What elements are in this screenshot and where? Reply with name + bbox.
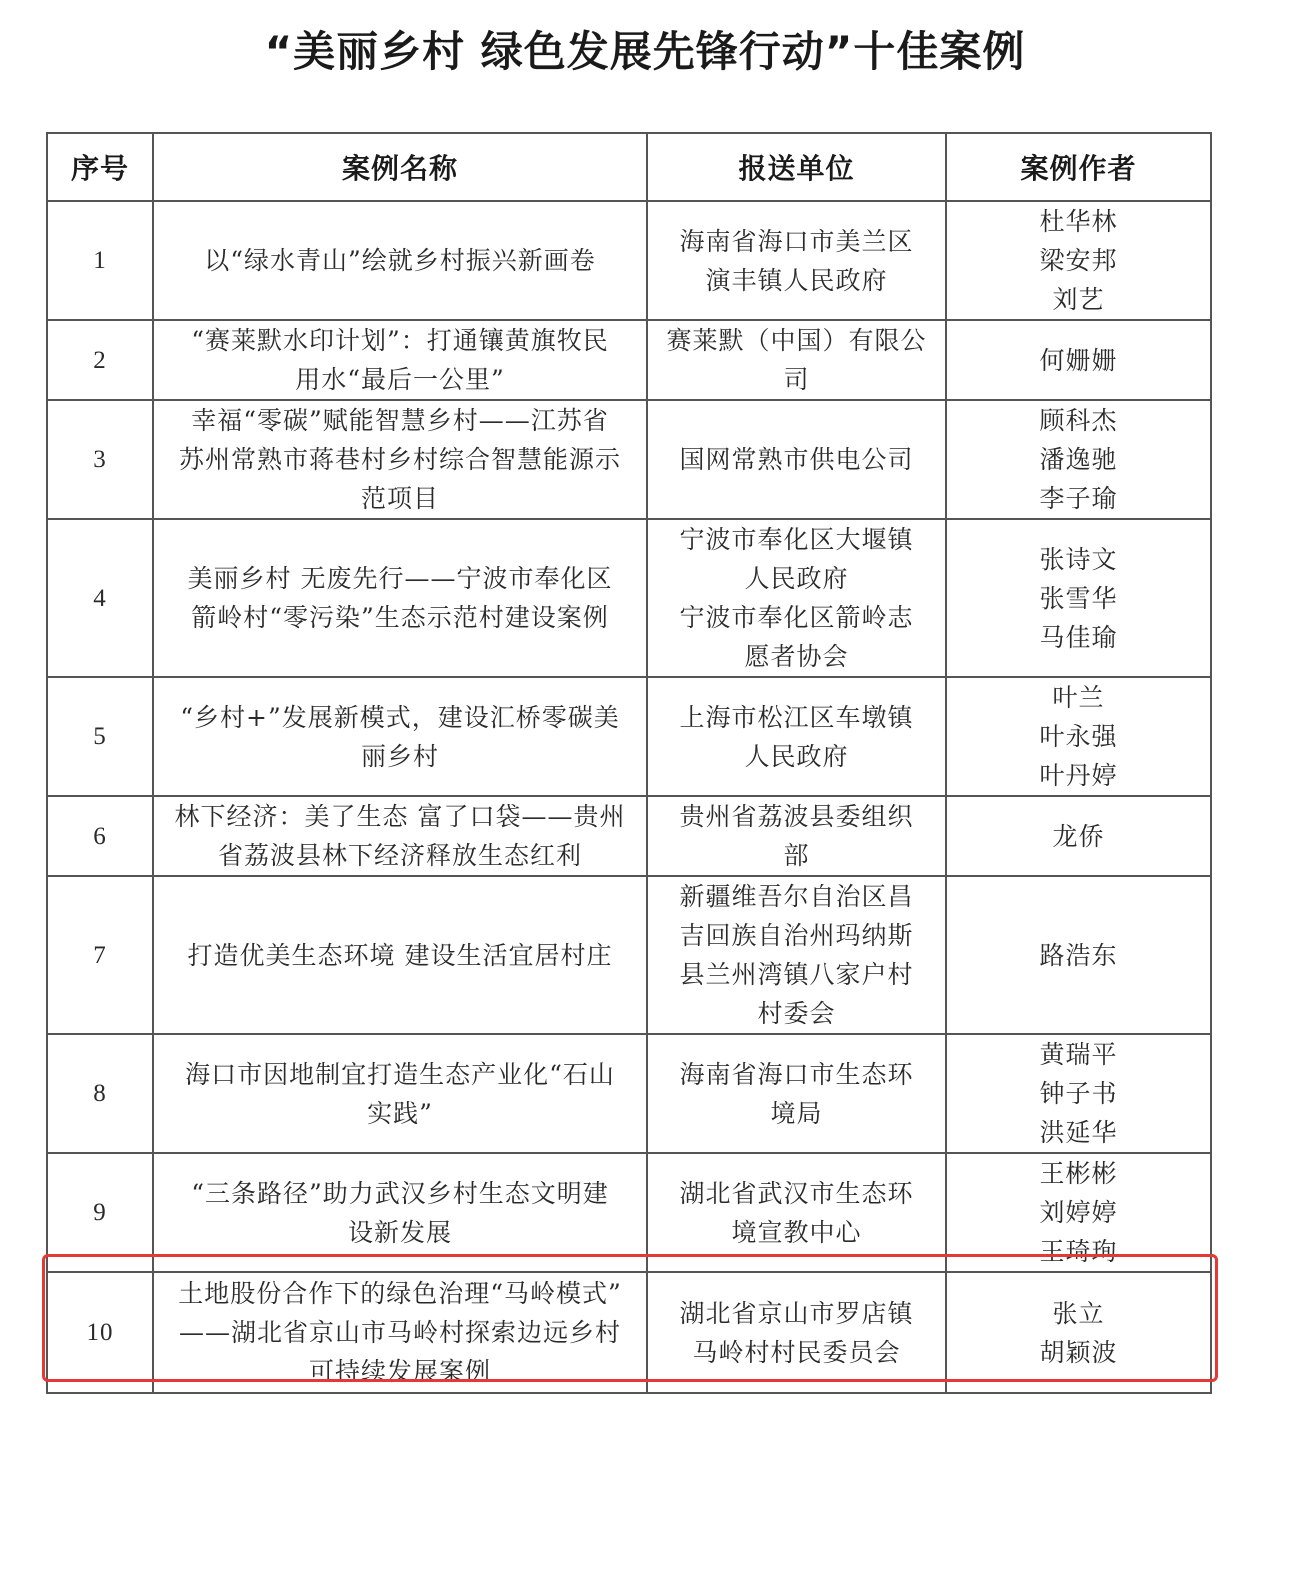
unit-line: 海南省海口市生态环 [679, 1059, 914, 1089]
unit-line: 海南省海口市美兰区 [679, 226, 914, 256]
case-name-line: 土地股份合作下的绿色治理“马岭模式” [178, 1279, 622, 1308]
author-name: 梁安邦 [1039, 246, 1118, 275]
case-name-cell [153, 320, 647, 400]
unit-cell [647, 1272, 946, 1393]
unit-line: 县兰州湾镇八家户村 [679, 960, 914, 989]
author-name: 黄瑞平 [1039, 1040, 1118, 1069]
unit-line: 人民政府 [744, 564, 849, 593]
case-name-line: 省荔波县林下经济释放生态红利 [217, 841, 582, 870]
table-row [47, 876, 1211, 1034]
author-name: 王琦珣 [1039, 1237, 1118, 1266]
serial-number-cell: 10 [47, 1272, 153, 1393]
header-submitting-unit: 报送单位 [647, 133, 946, 201]
header-case-authors: 案例作者 [946, 133, 1211, 201]
unit-line: 湖北省京山市罗店镇 [679, 1298, 914, 1328]
authors-cell [946, 201, 1211, 320]
unit-line: 赛莱默（中国）有限公 [666, 326, 927, 355]
table-row [47, 677, 1211, 796]
case-name-cell [153, 796, 647, 876]
case-name-line: “赛莱默水印计划”：打通镶黄旗牧民 [191, 326, 609, 355]
unit-cell [647, 1153, 946, 1272]
case-name-cell [153, 1272, 647, 1393]
unit-cell [647, 320, 946, 400]
case-name-line: 范项目 [360, 484, 439, 513]
unit-line: 愿者协会 [744, 642, 849, 671]
author-name: 李子瑜 [1039, 484, 1118, 513]
unit-line: 人民政府 [744, 741, 849, 771]
author-name: 刘婷婷 [1039, 1198, 1118, 1227]
serial-number-cell: 9 [47, 1153, 153, 1272]
author-name: 马佳瑜 [1039, 622, 1118, 652]
case-name-cell [153, 201, 647, 320]
table-row [47, 320, 1211, 400]
author-name: 叶兰 [1052, 683, 1105, 712]
table-row [47, 519, 1211, 677]
author-name: 叶永强 [1039, 722, 1118, 751]
document-title: “美丽乡村 绿色发展先锋行动”十佳案例 [264, 27, 1026, 76]
case-name-line: 美丽乡村 无废先行——宁波市奉化区 [187, 564, 613, 593]
author-name: 王彬彬 [1039, 1159, 1118, 1188]
author-name: 张立 [1052, 1298, 1105, 1328]
authors-cell [946, 796, 1211, 876]
case-name-line: 幸福“零碳”赋能智慧乡村——江苏省 [191, 406, 609, 435]
unit-cell [647, 1034, 946, 1153]
unit-line: 司 [783, 365, 810, 394]
unit-line: 马岭村村民委员会 [692, 1337, 901, 1367]
unit-cell [647, 876, 946, 1034]
author-name: 胡颖波 [1039, 1337, 1118, 1367]
author-name: 路浩东 [1039, 940, 1118, 970]
case-name-line: 海口市因地制宜打造生态产业化“石山 [185, 1059, 615, 1089]
authors-cell [946, 1272, 1211, 1393]
authors-cell [946, 677, 1211, 796]
case-name-cell [153, 677, 647, 796]
unit-line: 村委会 [757, 999, 836, 1028]
authors-cell [946, 519, 1211, 677]
case-name-cell [153, 1034, 647, 1153]
unit-line: 新疆维吾尔自治区昌 [679, 882, 914, 911]
table-row [47, 400, 1211, 519]
case-name-line: “乡村+”发展新模式，建设汇桥零碳美 [180, 702, 620, 732]
author-name: 钟子书 [1039, 1079, 1118, 1108]
unit-line: 吉回族自治州玛纳斯 [679, 921, 914, 950]
author-name: 龙侨 [1052, 821, 1105, 851]
unit-line: 宁波市奉化区箭岭志 [679, 603, 914, 632]
case-name-line: 丽乡村 [360, 741, 439, 771]
unit-cell [647, 519, 946, 677]
unit-cell [647, 796, 946, 876]
header-serial-number: 序号 [47, 133, 153, 201]
unit-line: 宁波市奉化区大堰镇 [679, 525, 914, 554]
table-row [47, 796, 1211, 876]
case-name-cell [153, 1153, 647, 1272]
author-name: 杜华林 [1039, 207, 1118, 236]
author-name: 叶丹婷 [1039, 761, 1118, 790]
case-name-cell [153, 876, 647, 1034]
case-name-line: 林下经济：美了生态 富了口袋——贵州 [174, 802, 626, 831]
authors-cell [946, 1153, 1211, 1272]
case-name-line: ——湖北省京山市马岭村探索边远乡村 [178, 1318, 621, 1347]
serial-number-cell: 2 [47, 320, 153, 400]
authors-cell [946, 320, 1211, 400]
serial-number-cell: 6 [47, 796, 153, 876]
case-name-line: 可持续发展案例 [308, 1357, 491, 1386]
authors-cell [946, 400, 1211, 519]
header-case-name: 案例名称 [153, 133, 647, 201]
serial-number-cell: 4 [47, 519, 153, 677]
table-row [47, 1034, 1211, 1153]
unit-cell [647, 201, 946, 320]
case-name-line: 设新发展 [347, 1217, 452, 1247]
table-row [47, 1153, 1211, 1272]
case-name-line: 打造优美生态环境 建设生活宜居村庄 [187, 940, 613, 970]
table-row-highlighted [47, 1272, 1211, 1393]
author-name: 顾科杰 [1039, 406, 1118, 435]
author-name: 潘逸驰 [1039, 445, 1118, 474]
unit-line: 贵州省荔波县委组织 [679, 802, 914, 831]
case-name-line: 箭岭村“零污染”生态示范村建设案例 [191, 603, 609, 632]
case-name-line: 用水“最后一公里” [295, 365, 505, 394]
serial-number-cell: 7 [47, 876, 153, 1034]
serial-number-cell: 3 [47, 400, 153, 519]
serial-number-cell: 5 [47, 677, 153, 796]
author-name: 洪延华 [1039, 1118, 1118, 1147]
authors-cell [946, 876, 1211, 1034]
table-header-row [47, 133, 1211, 201]
author-name: 刘艺 [1052, 285, 1105, 314]
case-name-line: 以“绿水青山”绘就乡村振兴新画卷 [204, 246, 596, 275]
authors-cell [946, 1034, 1211, 1153]
unit-line: 境局 [770, 1098, 823, 1128]
unit-line: 湖北省武汉市生态环 [679, 1178, 914, 1208]
serial-number-cell: 1 [47, 201, 153, 320]
table-row [47, 201, 1211, 320]
unit-line: 上海市松江区车墩镇 [679, 702, 914, 732]
unit-line: 部 [783, 841, 810, 870]
unit-line: 境宣教中心 [731, 1217, 862, 1247]
unit-line: 演丰镇人民政府 [705, 265, 888, 295]
unit-cell [647, 677, 946, 796]
unit-line: 国网常熟市供电公司 [679, 445, 914, 474]
author-name: 何姗姗 [1039, 345, 1118, 375]
case-name-cell [153, 400, 647, 519]
author-name: 张雪华 [1039, 583, 1118, 613]
cases-table [46, 132, 1212, 1394]
serial-number-cell: 8 [47, 1034, 153, 1153]
case-name-line: 苏州常熟市蒋巷村乡村综合智慧能源示 [178, 445, 621, 474]
case-name-cell [153, 519, 647, 677]
case-name-line: “三条路径”助力武汉乡村生态文明建 [191, 1178, 609, 1208]
author-name: 张诗文 [1039, 544, 1118, 574]
case-name-line: 实践” [367, 1098, 433, 1128]
unit-cell [647, 400, 946, 519]
